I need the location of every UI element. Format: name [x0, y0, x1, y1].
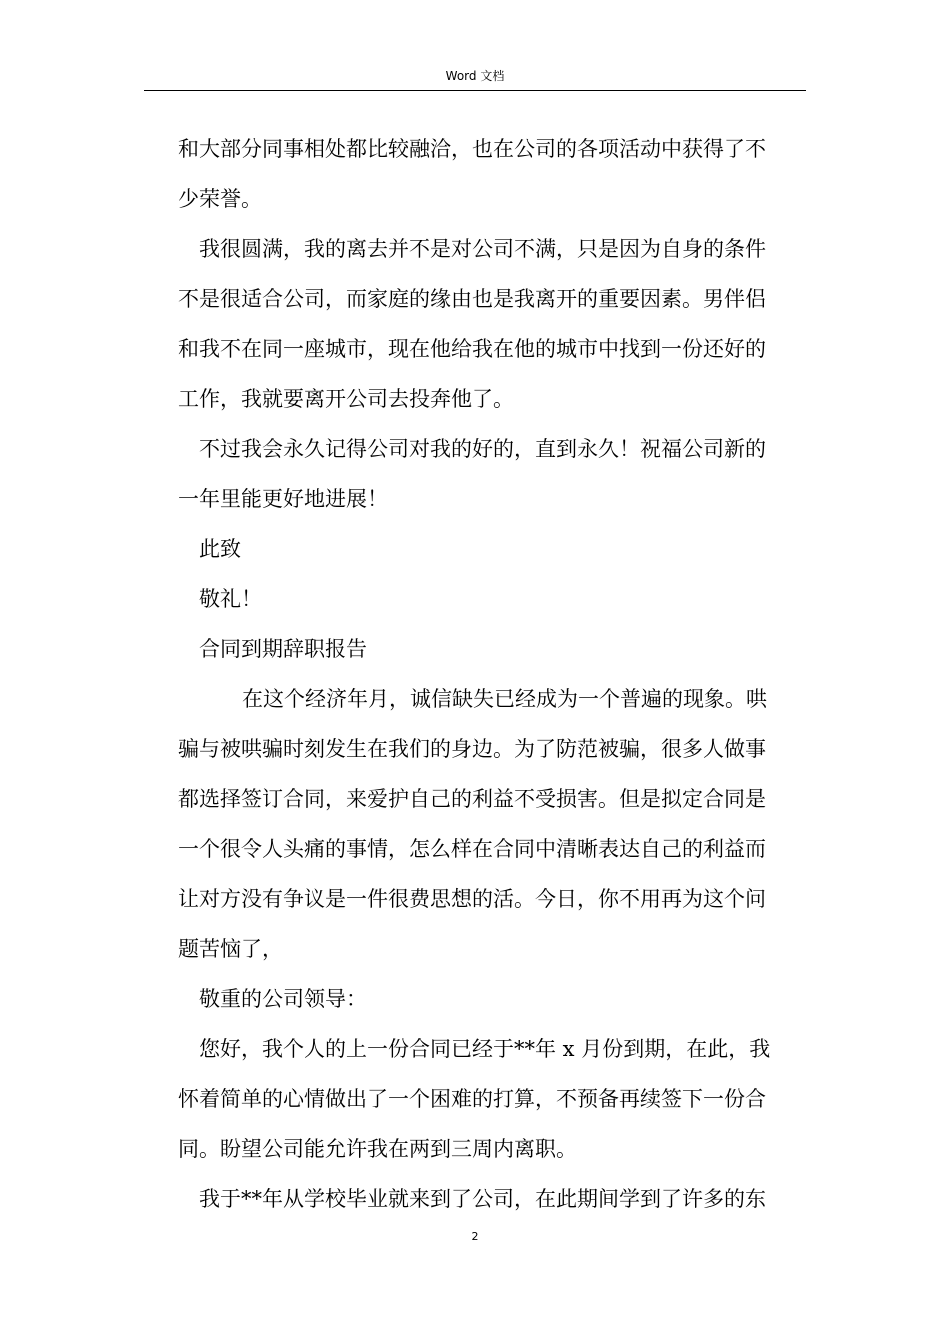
- page-number: 2: [471, 1230, 479, 1243]
- text-line: 让对方没有争议是一件很费思想的活。今日，你不用再为这个问: [178, 887, 766, 911]
- salutation: 敬重的公司领导：: [199, 987, 367, 1011]
- closing-line: 此致: [199, 537, 241, 561]
- text-line: 在这个经济年月，诚信缺失已经成为一个普遍的现象。哄: [242, 687, 767, 711]
- text-line: 同。盼望公司能允许我在两到三周内离职。: [178, 1137, 577, 1161]
- closing-line: 敬礼！: [199, 587, 262, 611]
- text-line: 您好，我个人的上一份合同已经于**年 x 月份到期，在此，我: [199, 1037, 771, 1061]
- text-line: 一年里能更好地进展！: [178, 487, 388, 511]
- section-heading: 合同到期辞职报告: [199, 637, 367, 661]
- text-line: 和大部分同事相处都比较融洽，也在公司的各项活动中获得了不: [178, 137, 766, 161]
- text-line: 我于**年从学校毕业就来到了公司，在此期间学到了许多的东: [199, 1187, 766, 1211]
- text-line: 和我不在同一座城市，现在他给我在他的城市中找到一份还好的: [178, 337, 766, 361]
- text-line: 不是很适合公司，而家庭的缘由也是我离开的重要因素。男伴侣: [178, 287, 766, 311]
- header-title: Word 文档: [445, 69, 505, 83]
- text-line: 工作，我就要离开公司去投奔他了。: [178, 387, 514, 411]
- text-line: 少荣誉。: [178, 187, 262, 211]
- text-line: 一个很令人头痛的事情，怎么样在合同中清晰表达自己的利益而: [178, 837, 766, 861]
- text-line: 骗与被哄骗时刻发生在我们的身边。为了防范被骗，很多人做事: [178, 737, 766, 761]
- page-header: [144, 68, 806, 91]
- text-line: 都选择签订合同，来爱护自己的利益不受损害。但是拟定合同是: [178, 787, 766, 811]
- text-line: 不过我会永久记得公司对我的好的，直到永久！祝福公司新的: [199, 437, 766, 461]
- text-line: 题苦恼了，: [178, 937, 283, 961]
- document-body: [178, 124, 808, 1224]
- text-line: 我很圆满，我的离去并不是对公司不满，只是因为自身的条件: [199, 237, 766, 261]
- text-line: 怀着简单的心情做出了一个困难的打算，不预备再续签下一份合: [178, 1087, 766, 1111]
